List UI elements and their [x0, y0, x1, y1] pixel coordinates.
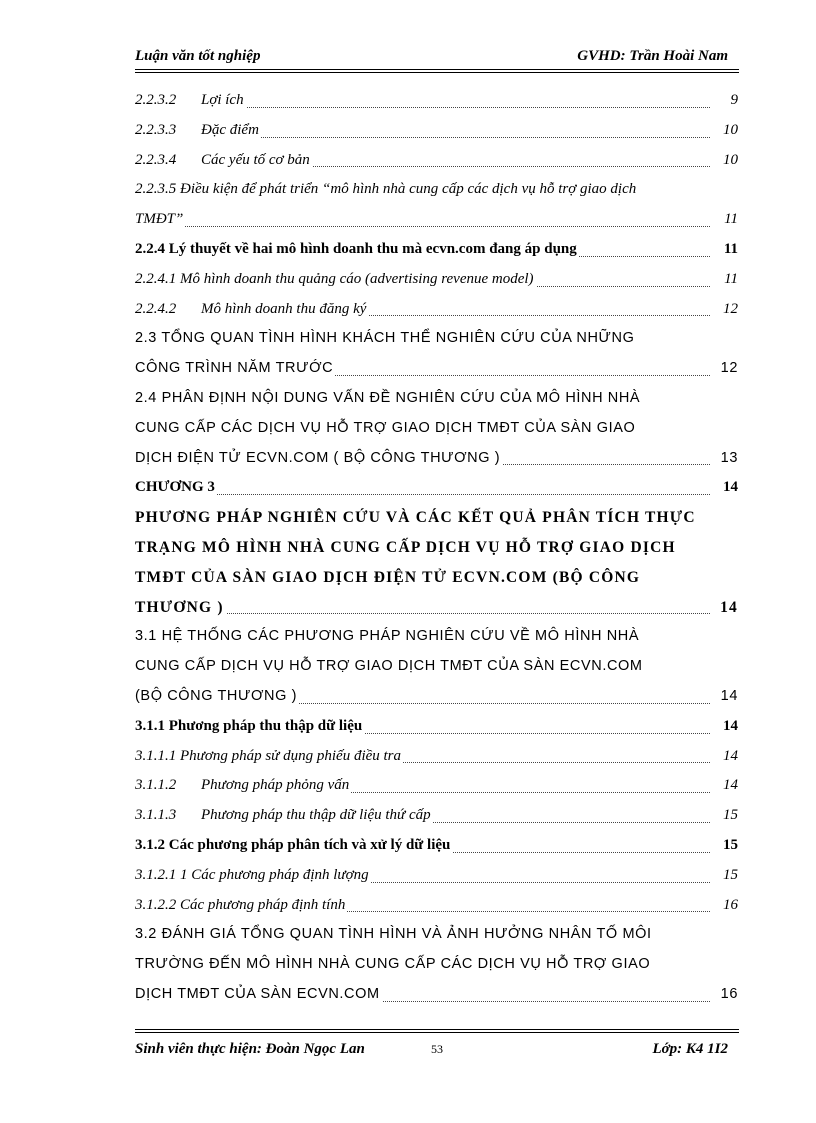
toc-entry-page: 15 [719, 801, 738, 831]
toc-entry [135, 533, 740, 563]
toc-entry-page: 10 [719, 116, 738, 146]
toc-entry [135, 205, 740, 235]
toc-entry-page: 14 [719, 473, 738, 503]
toc-entry-page: 15 [719, 861, 738, 891]
toc-entry-title: CHƯƠNG 3 [135, 479, 215, 496]
toc-entry [135, 265, 740, 295]
toc-entry [135, 682, 740, 712]
toc-entry [135, 742, 740, 772]
toc-entry-number: 2.2.3.2 [135, 92, 177, 108]
toc-entry-title: 3.1.2.1 1 Các phương pháp định lượng [135, 866, 369, 883]
toc-entry [135, 652, 740, 682]
toc-entry-page: 14 [717, 682, 738, 712]
toc-entry [135, 414, 740, 444]
toc-entry-title: 3.1.1 Phương pháp thu thập dữ liệu [135, 717, 363, 734]
toc-entry-title: 2.3 TỔNG QUAN TÌNH HÌNH KHÁCH THỂ NGHIÊN CỨU CỦA NHỮNG [135, 330, 635, 347]
toc-entry-page: 14 [719, 742, 738, 772]
toc-entry [135, 831, 740, 861]
toc-entry-title: 2.4 PHÂN ĐỊNH NỘI DUNG VẤN ĐỀ NGHIÊN CỨU CỦA MÔ HÌNH NHÀ [135, 389, 641, 406]
toc-entry-title: Các yếu tố cơ bản [201, 151, 310, 168]
toc-entry-page: 16 [719, 891, 738, 921]
toc-entry-title: 3.1 HỆ THỐNG CÁC PHƯƠNG PHÁP NGHIÊN CỨU VỀ MÔ HÌNH NHÀ [135, 628, 640, 645]
page-number: 53 [431, 1042, 443, 1056]
toc-entry-text [135, 569, 642, 586]
toc-entry-page: 14 [716, 593, 738, 623]
supervisor-name: GVHD: Trần Hoài Nam [577, 48, 728, 64]
toc-entry-page: 12 [719, 295, 738, 325]
toc-entry [135, 175, 740, 205]
toc-entry-title: PHƯƠNG PHÁP NGHIÊN CỨU VÀ CÁC KẾT QUẢ PHÂN TÍCH THỰC [135, 509, 696, 527]
class-code: Lớp: K4 1I2 [652, 1041, 728, 1057]
toc-entry-page: 15 [719, 831, 738, 861]
toc-entry-text [135, 92, 246, 108]
toc-entry-number: 2.2.4.2 [135, 300, 177, 317]
toc-entry [135, 712, 740, 742]
toc-entry-title: DỊCH ĐIỆN TỬ ECVN.COM ( BỘ CÔNG THƯƠNG ) [135, 449, 501, 466]
toc-entry-page: 10 [719, 146, 738, 176]
toc-entry-title: THƯƠNG ) [135, 598, 224, 616]
toc-entry-text [135, 152, 312, 168]
toc-entry-text [135, 211, 185, 227]
toc-entry-title: CÔNG TRÌNH NĂM TRƯỚC [135, 360, 334, 377]
toc-entry-text [135, 509, 698, 526]
table-of-contents [135, 86, 740, 1010]
toc-entry-text [135, 181, 638, 197]
toc-entry-title: 3.1.2 Các phương pháp phân tích và xử lý dữ liệu [135, 836, 451, 853]
toc-entry-title: DỊCH TMĐT CỦA SÀN ECVN.COM [135, 985, 380, 1002]
toc-entry-text [135, 897, 347, 913]
toc-entry-title: (BỘ CÔNG THƯƠNG ) [135, 687, 298, 704]
toc-entry-text [135, 986, 382, 1002]
toc-entry [135, 473, 740, 503]
toc-entry-text [135, 777, 351, 793]
toc-entry-title: Phương pháp thu thập dữ liệu thứ cấp [201, 807, 431, 824]
footer-rule [135, 1029, 739, 1030]
toc-entry-text [135, 271, 536, 287]
toc-entry-page: 9 [727, 86, 739, 116]
toc-entry [135, 980, 740, 1010]
toc-entry-text [135, 539, 678, 556]
toc-entry-text [135, 420, 637, 436]
thesis-title: Luận văn tốt nghiệp [135, 48, 261, 64]
toc-entry-text [135, 628, 641, 644]
toc-entry-text [135, 748, 403, 764]
footer-rule-thin [135, 1032, 739, 1033]
toc-entry-page: 14 [719, 712, 738, 742]
toc-entry-text [135, 956, 652, 972]
toc-entry-title: Mô hình doanh thu đăng ký [201, 300, 367, 317]
toc-entry-text [135, 718, 364, 734]
toc-entry [135, 86, 740, 116]
toc-entry-text [135, 926, 654, 942]
toc-entry-text [135, 241, 579, 257]
toc-entry [135, 593, 740, 623]
toc-entry-number: 3.1.1.3 [135, 807, 177, 824]
toc-entry-text [135, 688, 299, 704]
toc-entry-text [135, 658, 645, 674]
toc-entry-title: 3.2 ĐÁNH GIÁ TỔNG QUAN TÌNH HÌNH VÀ ẢNH HƯỞNG NHÂN TỐ MÔI [135, 926, 652, 943]
toc-entry [135, 622, 740, 652]
toc-entry-page: 11 [720, 265, 738, 295]
toc-entry [135, 235, 740, 265]
toc-entry-text [135, 390, 642, 406]
toc-entry-title: TMĐT CỦA SÀN GIAO DỊCH ĐIỆN TỬ ECVN.COM (BỘ CÔNG [135, 568, 641, 586]
toc-entry-text [135, 837, 452, 853]
toc-entry-text [135, 122, 261, 138]
header-rule-thin [135, 72, 739, 73]
toc-entry-title: 2.2.3.5 Điều kiện để phát triển “mô hình nhà cung cấp các dịch vụ hỗ trợ giao dịch [135, 181, 637, 198]
toc-entry-title: TMĐT” [135, 211, 184, 228]
toc-entry [135, 950, 740, 980]
dot-leader [135, 493, 710, 495]
toc-entry-title: CUNG CẤP DỊCH VỤ HỖ TRỢ GIAO DỊCH TMĐT CỦA SÀN ECVN.COM [135, 658, 643, 675]
toc-entry-page: 11 [720, 235, 738, 265]
page-footer [135, 1041, 728, 1061]
toc-entry-number: 3.1.1.2 [135, 777, 177, 794]
dot-leader [135, 225, 710, 227]
toc-entry-page: 12 [717, 354, 738, 384]
toc-entry [135, 384, 740, 414]
toc-entry [135, 354, 740, 384]
toc-entry-title: 3.1.1.1 Phương pháp sử dụng phiếu điều tra [135, 747, 402, 764]
toc-entry-page: 13 [717, 444, 738, 474]
toc-entry [135, 116, 740, 146]
header-rule [135, 69, 739, 70]
toc-entry [135, 563, 740, 593]
toc-entry-text [135, 330, 636, 346]
toc-entry-page: 14 [719, 771, 738, 801]
toc-entry [135, 503, 740, 533]
toc-entry-text [135, 450, 502, 466]
toc-entry-text [135, 479, 217, 495]
toc-entry [135, 801, 740, 831]
toc-entry [135, 861, 740, 891]
toc-entry [135, 920, 740, 950]
toc-entry [135, 146, 740, 176]
toc-entry-title: TRẠNG MÔ HÌNH NHÀ CUNG CẤP DỊCH VỤ HỖ TRỢ GIAO DỊCH [135, 538, 676, 556]
toc-entry-page: 16 [717, 980, 738, 1010]
student-name: Sinh viên thực hiện: Đoàn Ngọc Lan [135, 1041, 365, 1057]
toc-entry [135, 324, 740, 354]
toc-entry-title: Phương pháp phỏng vấn [201, 777, 350, 794]
toc-entry-title: Đặc điểm [201, 121, 259, 138]
toc-entry-title: Lợi ích [201, 92, 244, 108]
toc-entry-number: 2.2.3.3 [135, 121, 177, 138]
toc-entry [135, 295, 740, 325]
toc-entry-title: CUNG CẤP CÁC DỊCH VỤ HỖ TRỢ GIAO DỊCH TMĐT CỦA SÀN GIAO [135, 419, 636, 436]
toc-entry-title: 2.2.4 Lý thuyết về hai mô hình doanh thu mà ecvn.com đang áp dụng [135, 240, 577, 257]
toc-entry-title: 3.1.2.2 Các phương pháp định tính [135, 896, 346, 913]
toc-entry-title: TRƯỜNG ĐẾN MÔ HÌNH NHÀ CUNG CẤP CÁC DỊCH VỤ HỖ TRỢ GIAO [135, 956, 651, 973]
toc-entry-text [135, 807, 433, 823]
toc-entry-text [135, 301, 368, 317]
toc-entry-number: 2.2.3.4 [135, 151, 177, 168]
toc-entry [135, 771, 740, 801]
toc-entry-text [135, 599, 226, 616]
toc-entry [135, 444, 740, 474]
toc-entry-text [135, 360, 335, 376]
toc-entry [135, 891, 740, 921]
toc-entry-page: 11 [720, 205, 738, 235]
toc-entry-text [135, 867, 371, 883]
toc-entry-title: 2.2.4.1 Mô hình doanh thu quảng cáo (advertising revenue model) [135, 270, 534, 287]
page-header [135, 48, 728, 68]
